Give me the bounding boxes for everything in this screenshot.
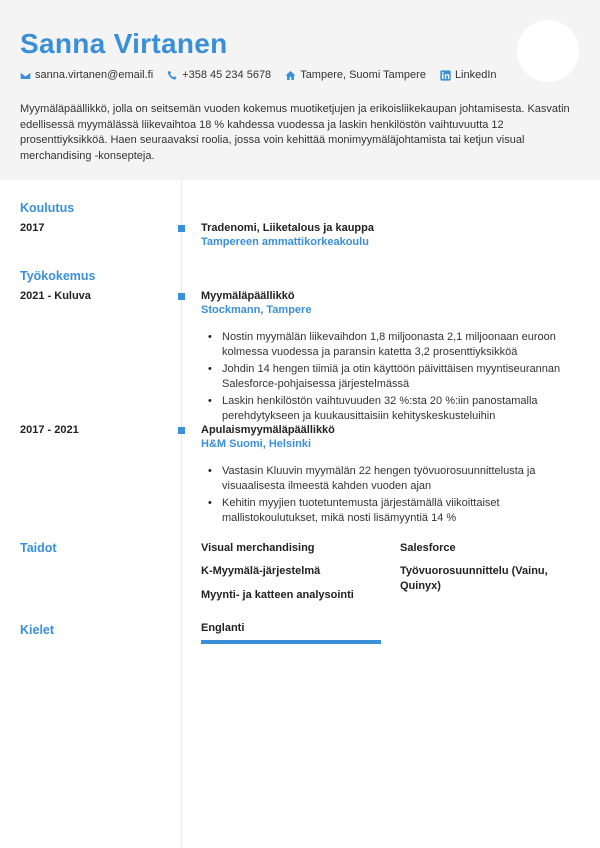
achievement-item: • Nostin myymälän liikevaihdon 1,8 miljoonasta 2,1 miljoonaan euroon kolmessa vuodessa ja paransin katetta 3,2 prosenttiyksikköä (208, 330, 588, 360)
contact-bar (20, 69, 511, 81)
location-text: Tampere, Suomi Tampere (300, 69, 426, 81)
header-section (0, 0, 600, 180)
phone-text: +358 45 234 5678 (182, 69, 272, 81)
skill-item: K-Myymälä-järjestelmä (201, 565, 321, 577)
experience-heading: Työkokemus (20, 269, 96, 283)
profile-photo-placeholder (517, 20, 579, 82)
timeline-marker (178, 225, 185, 232)
email-text: sanna.virtanen@email.fi (35, 69, 154, 81)
job-date: 2021 - Kuluva (20, 290, 91, 302)
job-employer: H&M Suomi, Helsinki (201, 438, 312, 450)
skill-item: Visual merchandising (201, 542, 315, 554)
job-achievements (208, 330, 588, 426)
timeline-marker (178, 427, 185, 434)
achievement-item: • Laskin henkilöstön vaihtuvuuden 32 %:sta 20 %:iin panostamalla perehdytykseen ja kuukausittaisiin kehityskeskusteluihin (208, 394, 588, 424)
contact-linkedin[interactable] (440, 69, 497, 81)
contact-phone[interactable] (167, 69, 271, 81)
job-date: 2017 - 2021 (20, 424, 79, 436)
language-level-fill (201, 640, 381, 644)
language-level-bar (201, 640, 381, 644)
job-title: Myymäläpäällikkö (201, 290, 295, 302)
job-title: Apulaismyymäläpäällikkö (201, 424, 335, 436)
phone-icon (167, 70, 178, 81)
achievement-item: • Kehitin myyjien tuotetuntemusta järjestämällä viikoittaiset mallistokoulutukset, mikä nosti lisämyyntiä 14 % (208, 496, 588, 526)
skills-heading: Taidot (20, 541, 57, 555)
education-school: Tampereen ammattikorkeakoulu (201, 236, 369, 248)
envelope-icon (20, 70, 31, 81)
home-icon (285, 70, 296, 81)
job-achievements (208, 464, 588, 528)
achievement-item: • Vastasin Kluuvin myymälän 22 hengen työvuorosuunnittelusta ja visuaalisesta ilmeestä kahden vuoden ajan (208, 464, 588, 494)
education-date: 2017 (20, 222, 45, 234)
profile-summary: Myymäläpäällikkö, jolla on seitsemän vuoden kokemus muotiketjujen ja erikoisliikekaupan johtamisesta. Kasvatin edellisessä myymälässä liikevaihtoa 18 % kahdessa vuodessa ja laskin henkilöstön vaihtuvuutta 12 prosenttiyksikköä. Haen seuraavaksi roolia, jossa voin kehittää monimyymäläjohtamista tai ketjun visual merchandising -konsepteja. (20, 103, 570, 162)
skill-item: Myynti- ja katteen analysointi (201, 589, 354, 601)
linkedin-icon (440, 70, 451, 81)
candidate-name: Sanna Virtanen (20, 28, 228, 59)
achievement-item: • Johdin 14 hengen tiimiä ja otin käyttöön päivittäisen myyntiseurannan Salesforce-pohjaisessa järjestelmässä (208, 362, 588, 392)
education-degree: Tradenomi, Liiketalous ja kauppa (201, 222, 374, 234)
language-name: Englanti (201, 622, 245, 634)
timeline-divider (181, 180, 182, 848)
contact-email[interactable] (20, 69, 153, 81)
timeline-marker (178, 293, 185, 300)
contact-location (285, 69, 426, 81)
skill-item: Työvuorosuunnittelu (Vainu, Quinyx) (400, 565, 548, 592)
linkedin-text: LinkedIn (454, 69, 497, 81)
job-employer: Stockmann, Tampere (201, 304, 312, 316)
skill-item: Salesforce (400, 542, 456, 554)
languages-heading: Kielet (20, 623, 55, 637)
education-heading: Koulutus (20, 201, 75, 215)
